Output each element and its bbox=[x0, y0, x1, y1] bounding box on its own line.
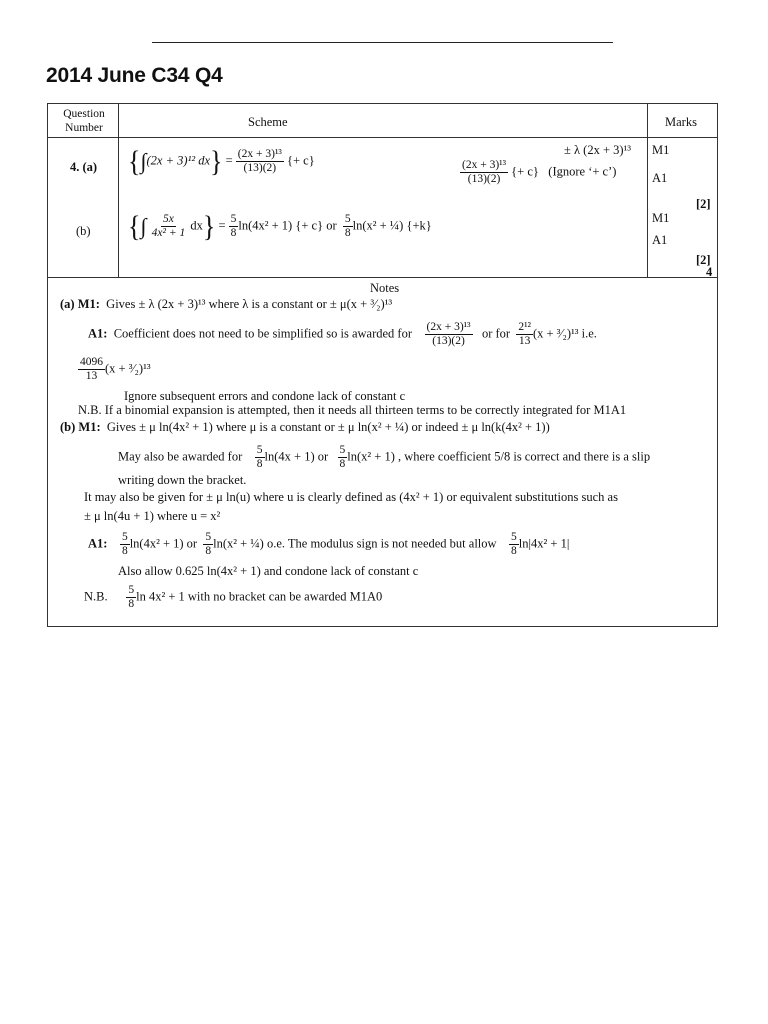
notes-heading: Notes bbox=[370, 281, 400, 295]
top-rule bbox=[152, 42, 613, 43]
page-title: 2014 June C34 Q4 bbox=[46, 64, 223, 87]
note-a-ie: $\frac{4096}{13}$ (x + ³⁄₂)¹³ bbox=[80, 356, 151, 383]
part-a-a1-criterion: $\frac{\text{(2x + 3)¹³}}{(13)(2)}$ {+ c} (Ignore ‘+ c’) bbox=[462, 159, 617, 186]
part-b-label: (b) bbox=[76, 224, 91, 238]
part-a-total: [2] bbox=[696, 197, 711, 211]
part-a-label: 4. (a) bbox=[70, 160, 98, 174]
part-b-scheme: {∫ $\frac{5x}{\text{4x² + 1}}$ dx} = $\frac{5}{8}$ ln(4x² + 1) {+ c} or $\frac{5}{8}$ ln(x² + ¼) {+k} bbox=[128, 209, 432, 243]
note-b-m1: (b) M1: Gives ± μ ln(4x² + 1) where μ is a constant or ± μ ln(x² + ¼) or indeed ± μ ln(k(4x² + 1)) bbox=[60, 420, 550, 434]
header-question-number: Question Number bbox=[63, 108, 105, 134]
note-b-also-allow: Also allow 0.625 ln(4x² + 1) and condone lack of constant c bbox=[118, 564, 419, 578]
note-a-nb: N.B. If a binomial expansion is attempted, then it needs all thirteen terms to be correctly integrated for M1A1 bbox=[78, 403, 627, 417]
col-divider-1 bbox=[118, 104, 119, 277]
note-b-also-2: ± μ ln(4u + 1) where u = x² bbox=[84, 509, 221, 523]
notes-divider bbox=[48, 277, 717, 278]
note-a-ignore: Ignore subsequent errors and condone lack of constant c bbox=[124, 389, 406, 403]
mark-scheme-table bbox=[47, 103, 718, 627]
note-a-m1: (a) M1: Gives ± λ (2x + 3)¹³ where λ is a constant or ± μ(x + ³⁄₂)¹³ bbox=[60, 297, 393, 311]
note-b-also-1: It may also be given for ± μ ln(u) where u is clearly defined as (4x² + 1) or equivalent substitutions such as bbox=[84, 490, 618, 504]
header-scheme: Scheme bbox=[248, 115, 288, 129]
header-marks: Marks bbox=[665, 115, 697, 129]
part-a-m1-criterion: ± λ (2x + 3)¹³ bbox=[564, 143, 632, 157]
header-divider bbox=[48, 137, 717, 138]
note-b-nb: N.B. $\frac{5}{8}$ ln 4x² + 1 with no bracket can be awarded M1A0 bbox=[84, 584, 383, 611]
note-b-writing: writing down the bracket. bbox=[118, 473, 247, 487]
note-b-may: May also be awarded for $\frac{5}{8}$ ln(4x + 1) or $\frac{5}{8}$ ln(x² + 1) , where coefficient 5/8 is correct and there is a slip bbox=[118, 444, 651, 471]
part-a-scheme: {∫(2x + 3)¹² dx} = $\frac{\text{(2x + 3)¹³}}{(13)(2)}$ {+ c} bbox=[128, 144, 315, 178]
part-b-total: [2] bbox=[696, 253, 711, 267]
note-b-a1: A1: $\frac{5}{8}$ ln(4x² + 1) or $\frac{5}{8}$ ln(x² + ¼) o.e. The modulus sign is not needed but allow $\frac{5}{8}$ ln|4x² + 1| bbox=[88, 531, 570, 558]
part-a-mark-a1: A1 bbox=[652, 171, 668, 185]
part-b-mark-a1: A1 bbox=[652, 233, 668, 247]
question-total: 4 bbox=[706, 265, 713, 279]
col-divider-2 bbox=[647, 104, 648, 277]
part-a-mark-m1: M1 bbox=[652, 143, 670, 157]
note-a-a1: A1: Coefficient does not need to be simplified so is awarded for $\frac{\text{(2x + 3)¹³}}{(13)(2)}$ or for $\frac{\text{2¹²}}{13}$ (x + ³⁄₂)¹³ i.e. bbox=[88, 321, 597, 348]
part-b-mark-m1: M1 bbox=[652, 211, 670, 225]
